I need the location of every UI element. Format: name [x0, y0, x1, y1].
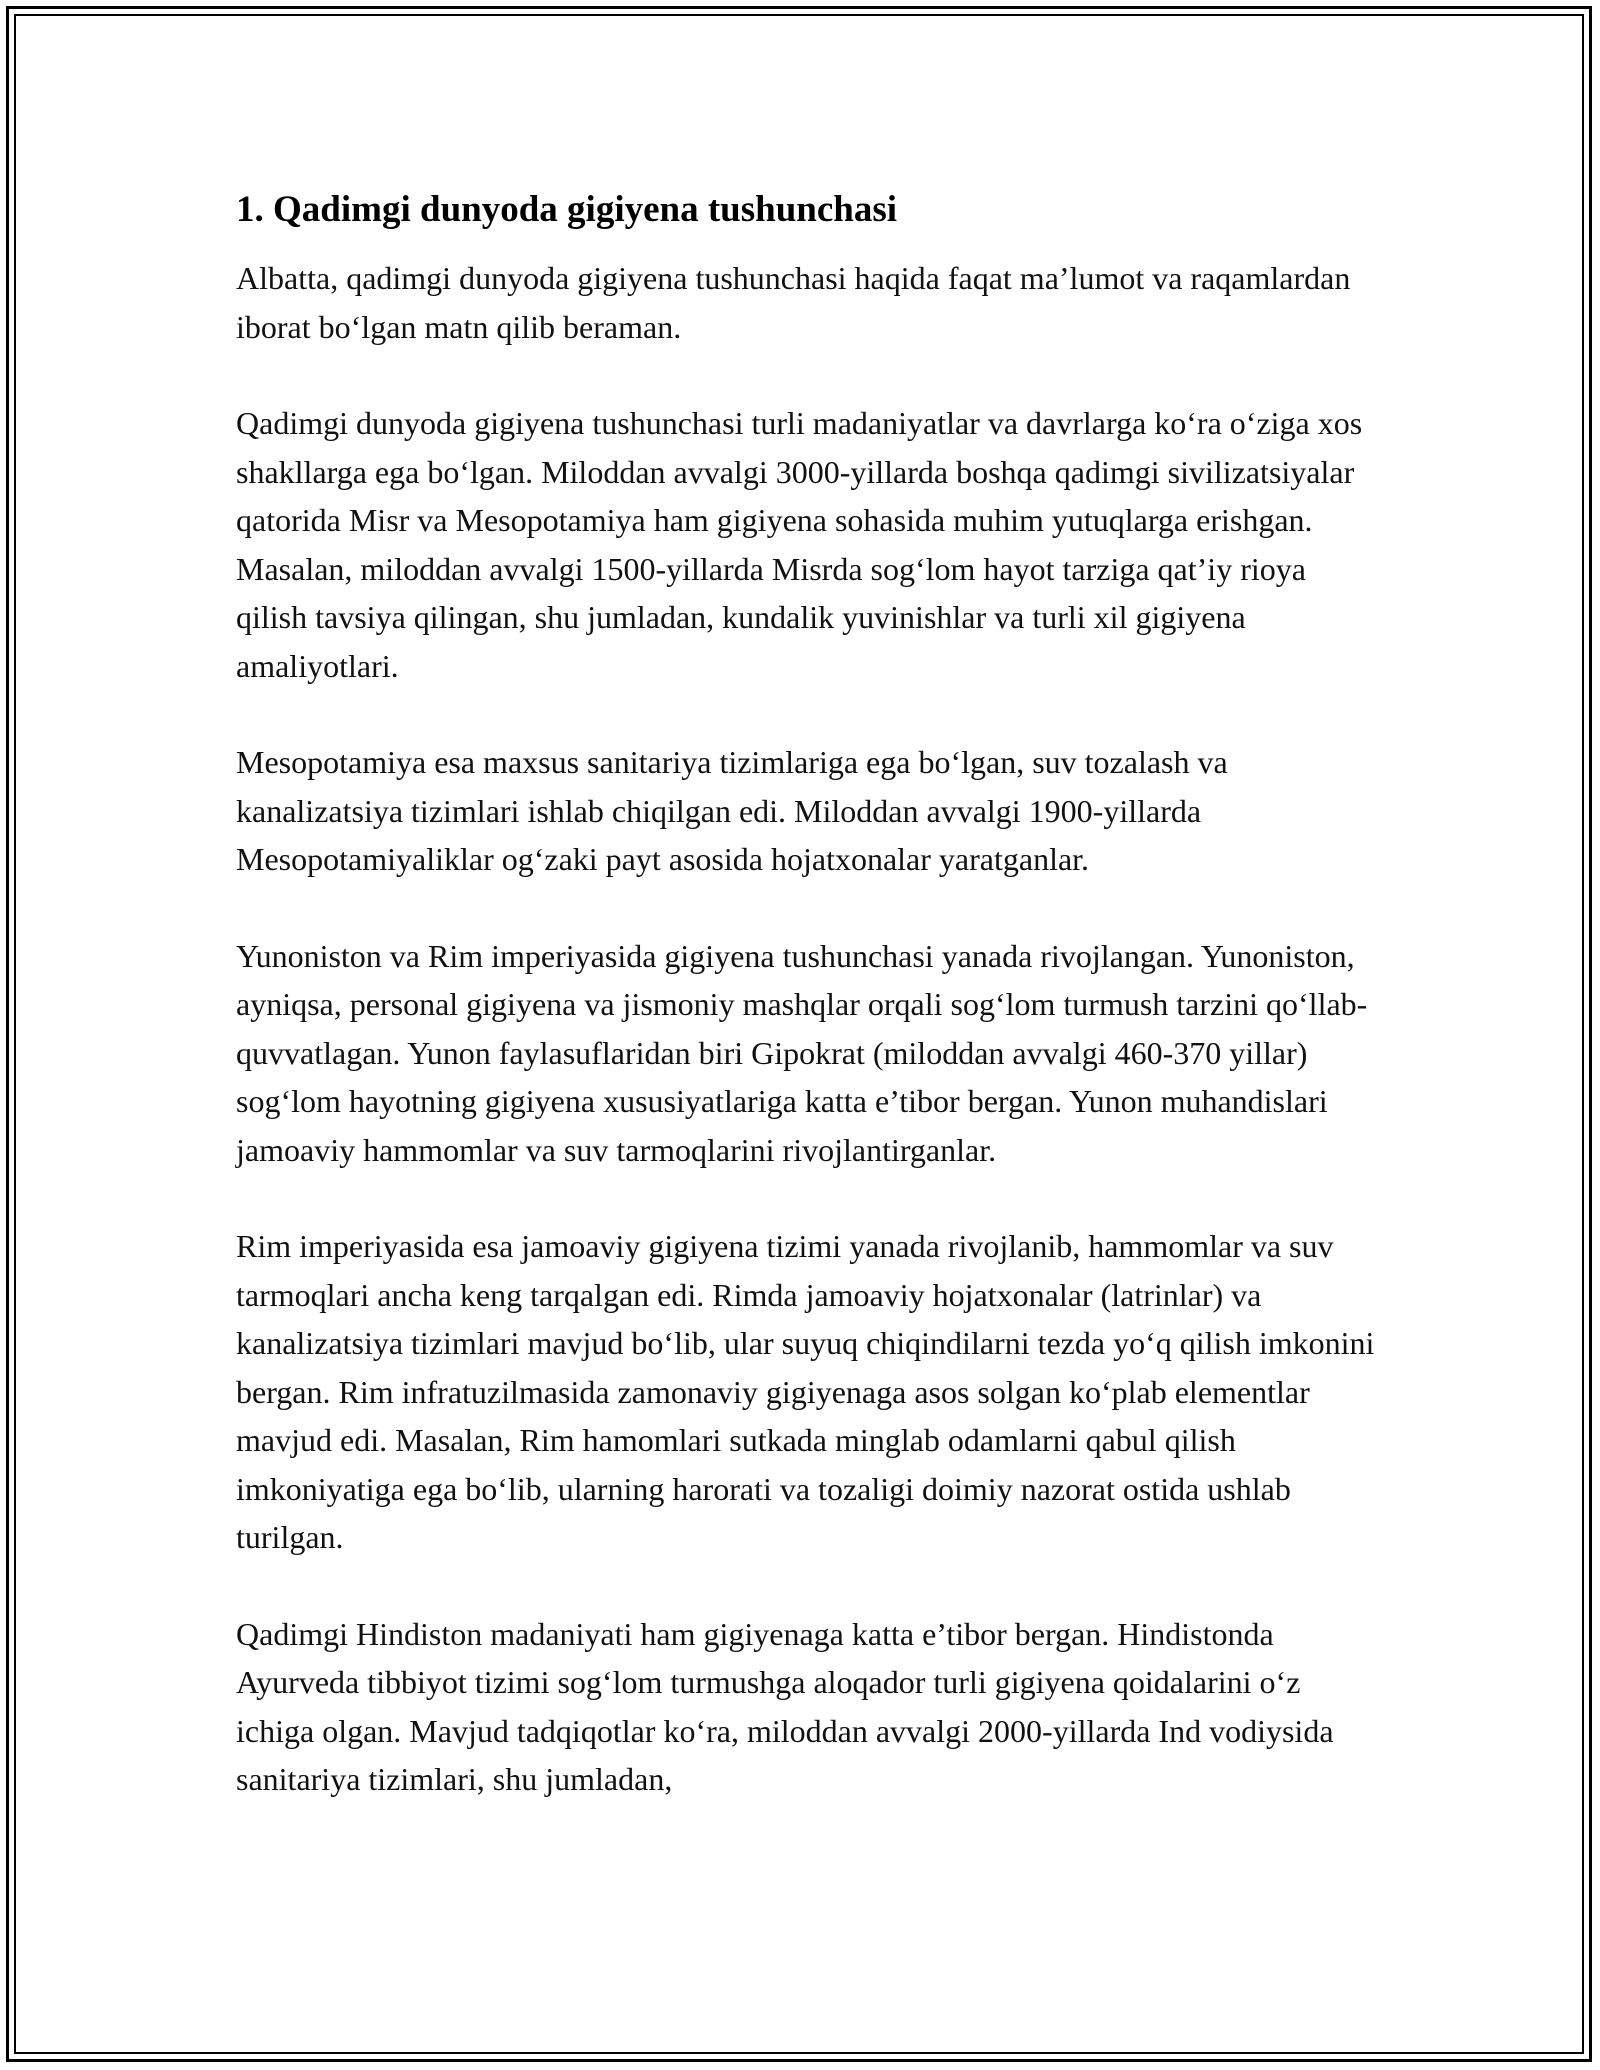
paragraph-mesopotamia-sanitation: Mesopotamiya esa maxsus sanitariya tizimlariga ega bo‘lgan, suv tozalash va kanalizatsiya tizimlari ishlab chiqilgan edi. Miloddan avvalgi 1900-yillarda Mesopotamiyaliklar og‘zaki payt asosida hojatxonalar yaratganlar.: [236, 744, 1228, 877]
paragraph-egypt-mesopotamia: Qadimgi dunyoda gigiyena tushunchasi turli madaniyatlar va davrlarga ko‘ra o‘ziga xos shakllarga ega bo‘lgan. Miloddan avvalgi 3000-yillarda boshqa qadimgi sivilizatsiyalar qatorida Misr va Mesopotamiya ham gigiyena sohasida muhim yutuqlarga erishgan. Masalan, miloddan avvalgi 1500-yillarda Misrda sog‘lom hayot tarziga qat’iy rioya qilish tavsiya qilingan, shu jumladan, kundalik yuvinishlar va turli xil gigiyena amaliyotlari.: [236, 405, 1363, 684]
paragraph-intro: Albatta, qadimgi dunyoda gigiyena tushunchasi haqida faqat ma’lumot va raqamlardan iborat bo‘lgan matn qilib beraman.: [236, 260, 1351, 345]
paragraph-india: Qadimgi Hindiston madaniyati ham gigiyenaga katta e’tibor bergan. Hindistonda Ayurveda tibbiyot tizimi sog‘lom turmushga aloqador turli gigiyena qoidalarini o‘z ichiga olgan. Mavjud tadqiqotlar ko‘ra, miloddan avvalgi 2000-yillarda Ind vodiysida sanitariya tizimlari, shu jumladan,: [236, 1615, 1334, 1797]
document-body: [236, 186, 1376, 1804]
section-heading: 1. Qadimgi dunyoda gigiyena tushunchasi: [236, 189, 898, 230]
paragraph-rome: Rim imperiyasida esa jamoaviy gigiyena tizimi yanada rivojlanib, hammomlar va suv tarmoqlari ancha keng tarqalgan edi. Rimda jamoaviy hojatxonalar (latrinlar) va kanalizatsiya tizimlari mavjud bo‘lib, ular suyuq chiqindilarni tezda yo‘q qilish imkonini bergan. Rim infratuzilmasida zamonaviy gigiyenaga asos solgan ko‘plab elementlar mavjud edi. Masalan, Rim hamomlari sutkada minglab odamlarni qabul qilish imkoniyatiga ega bo‘lib, ularning harorati va tozaligi doimiy nazorat ostida ushlab turilgan.: [236, 1228, 1375, 1555]
paragraph-greece-rome: Yunoniston va Rim imperiyasida gigiyena tushunchasi yanada rivojlangan. Yunoniston, ayniqsa, personal gigiyena va jismoniy mashqlar orqali sog‘lom turmush tarzini qo‘llab-quvvatlagan. Yunon faylasuflaridan biri Gipokrat (miloddan avvalgi 460-370 yillar) sog‘lom hayotning gigiyena xususiyatlariga katta e’tibor bergan. Yunon muhandislari jamoaviy hammomlar va suv tarmoqlarini rivojlantirganlar.: [236, 937, 1368, 1168]
